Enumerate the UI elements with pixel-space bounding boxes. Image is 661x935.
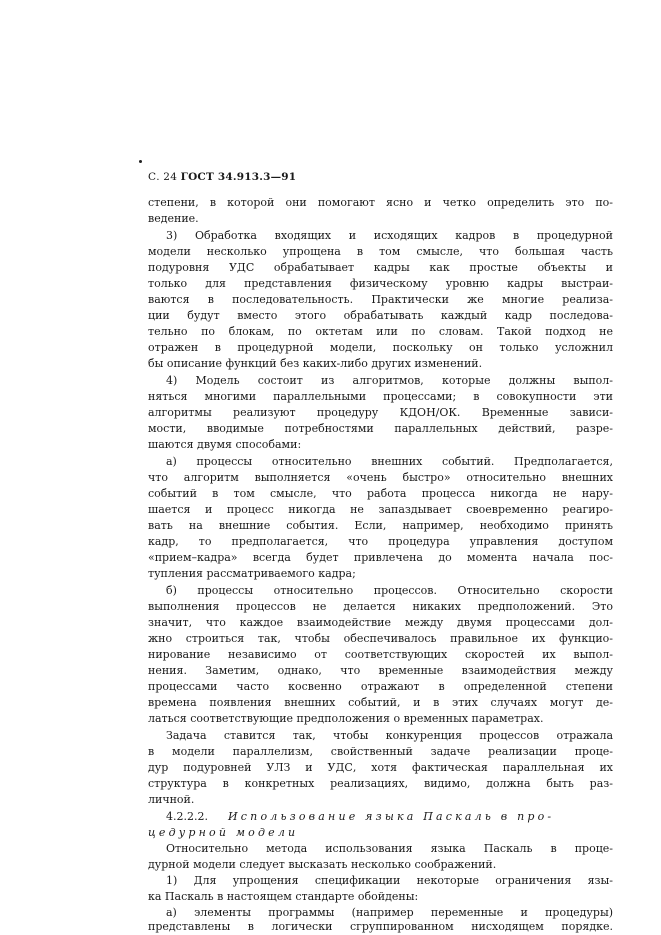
- text-line: личной.: [148, 793, 195, 806]
- section-number: 4.2.2.2.: [166, 810, 208, 823]
- text-line: дурной модели следует высказать несколько соображений.: [148, 858, 497, 871]
- text-line: бы описание функций без каких-либо других изменений.: [148, 357, 483, 370]
- text-line: Относительно метода использования языка Паскаль в проце-: [166, 842, 613, 855]
- text-line: что алгоритм выполняется «очень быстро» относительно внешних: [148, 471, 613, 484]
- text-line: 1) Для упрощения спецификации некоторые ограничения язы-: [166, 874, 613, 887]
- text-line: только для представления физическому уровню кадры выстраи-: [148, 277, 613, 290]
- page-header: [148, 171, 296, 183]
- text-line: няться многими параллельными процессами; в совокупности эти: [148, 390, 613, 403]
- text-line: нения. Заметим, однако, что временные взаимодействия между: [148, 664, 613, 677]
- text-line: времена появления внешних событий, и в этих случаях могут де-: [148, 696, 613, 709]
- text-line: дур подуровней УЛЗ и УДС, хотя фактическая параллельная их: [148, 761, 613, 774]
- text-line: тельно по блокам, по октетам или по словам. Такой подход не: [148, 325, 613, 338]
- text-line: шаются двумя способами:: [148, 438, 302, 451]
- text-line: модели несколько упрощена в том смысле, что большая часть: [148, 245, 613, 258]
- section-title-cont: цедурной модели: [148, 826, 299, 839]
- text-line: латься соответствующие предположения о временных параметрах.: [148, 712, 544, 725]
- text-line: вать на внешние события. Если, например, необходимо принять: [148, 519, 613, 532]
- text-line: процессами часто косвенно отражают в определенной степени: [148, 680, 613, 693]
- text-line: отражен в процедурной модели, поскольку он только усложнил: [148, 341, 613, 354]
- text-line: «прием–кадра» всегда будет привлечена до момента начала пос-: [148, 551, 613, 564]
- text-line: ведение.: [148, 212, 199, 225]
- text-line: представлены в логически сгруппированном нисходящем порядке.: [148, 920, 613, 933]
- section-heading: [148, 809, 613, 825]
- text-line: б) процессы относительно процессов. Относительно скорости: [166, 584, 613, 597]
- text-line: значит, что каждое взаимодействие между двумя процессами дол-: [148, 616, 613, 629]
- text-line: нирование независимо от соответствующих скоростей их выпол-: [148, 648, 613, 661]
- text-line: 3) Обработка входящих и исходящих кадров в процедурной: [166, 229, 613, 242]
- text-line: подуровня УДС обрабатывает кадры как простые объекты и: [148, 261, 613, 274]
- text-line: а) элементы программы (например переменные и процедуры): [166, 906, 613, 919]
- text-line: мости, вводимые потребностями параллельных действий, разре-: [148, 422, 613, 435]
- text-line: шается и процесс никогда не запаздывает своевременно реагиро-: [148, 503, 613, 516]
- text-line: ции будут вместо этого обрабатывать каждый кадр последова-: [148, 309, 613, 322]
- text-line: в модели параллелизм, свойственный задаче реализации проце-: [148, 745, 613, 758]
- text-line: а) процессы относительно внешних событий. Предполагается,: [166, 455, 613, 468]
- text-line: тупления рассматриваемого кадра;: [148, 567, 356, 580]
- text-line: Задача ставится так, чтобы конкуренция процессов отражала: [166, 729, 613, 742]
- text-line: событий в том смысле, что работа процесса никогда не нару-: [148, 487, 613, 500]
- text-line: структура в конкретных реализациях, видимо, должна быть раз-: [148, 777, 613, 790]
- text-line: алгоритмы реализуют процедуру КДОН/ОК. Временные зависи-: [148, 406, 613, 419]
- section-title: Использование языка Паскаль в про-: [228, 810, 555, 823]
- text-line: ка Паскаль в настоящем стандарте обойдены:: [148, 890, 419, 903]
- text-line: 4) Модель состоит из алгоритмов, которые должны выпол-: [166, 374, 613, 387]
- page-number: С. 24: [148, 171, 178, 183]
- text-line: жно строиться так, чтобы обеспечивалось правильное их функцио-: [148, 632, 613, 645]
- page-mark: [139, 160, 142, 163]
- text-line: степени, в которой они помогают ясно и четко определить это по-: [148, 196, 613, 209]
- text-line: выполнения процессов не делается никаких предположений. Это: [148, 600, 613, 613]
- text-line: кадр, то предполагается, что процедура управления доступом: [148, 535, 613, 548]
- standard-number: ГОСТ 34.913.3—91: [180, 171, 297, 183]
- text-line: ваются в последовательность. Практически же многие реализа-: [148, 293, 613, 306]
